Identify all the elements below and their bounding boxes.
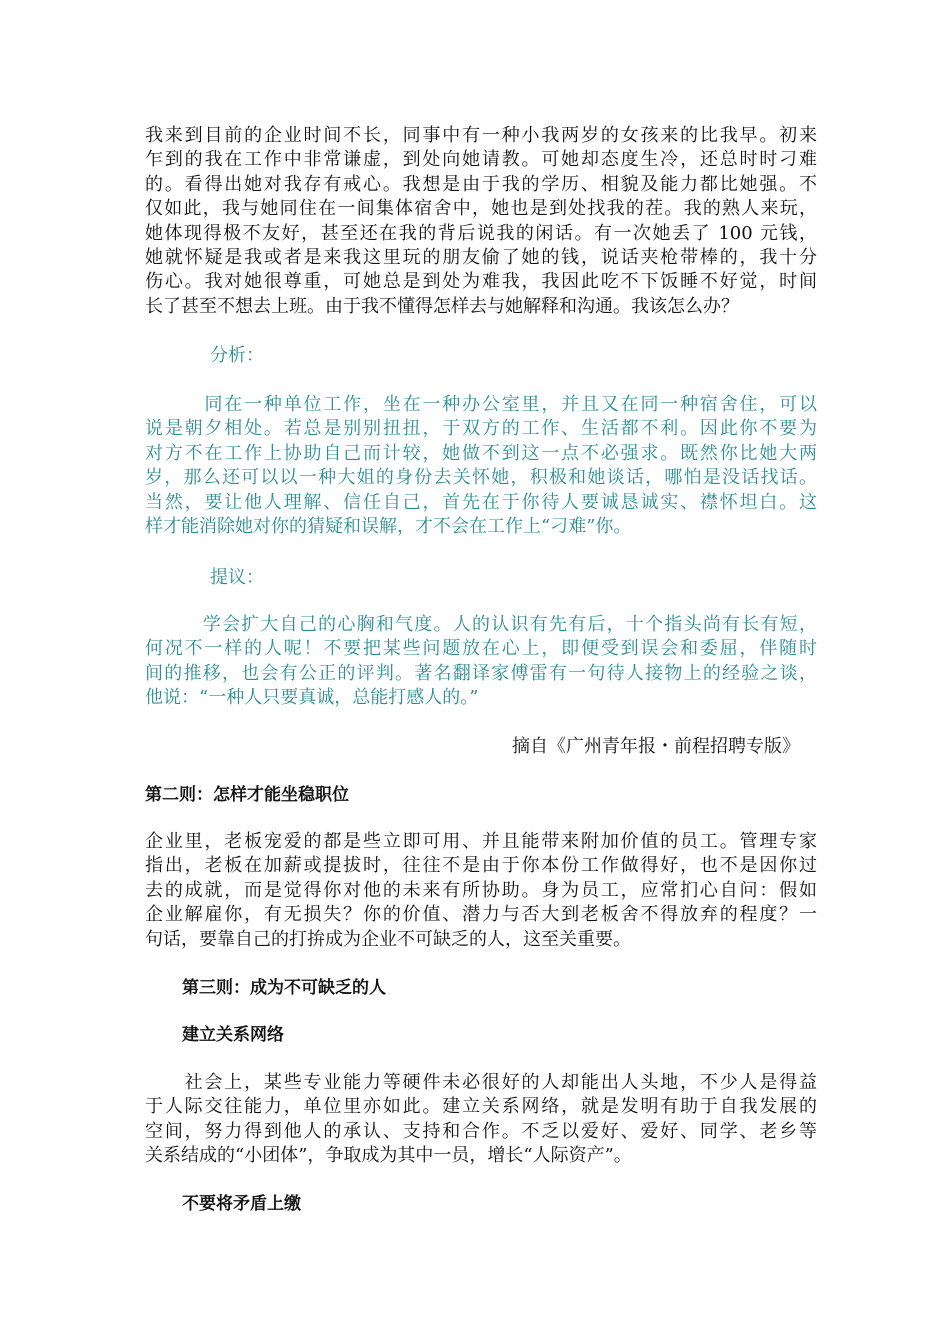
story-paragraph bbox=[145, 124, 817, 319]
section3-paragraph bbox=[145, 1071, 817, 1169]
story-line: 仅如此，我与她同住在一间集体宿舍中，她也是到处找我的茬。我的熟人来玩， bbox=[145, 198, 817, 220]
section3-line: 社会上，某些专业能力等硬件未必很好的人却能出人头地，不少人是得益 bbox=[145, 1072, 817, 1093]
suggestion-paragraph bbox=[145, 613, 817, 711]
analysis-line: 当然，要让他人理解、信任自己，首先在于你待人要诚恳诚实、襟怀坦白。这 bbox=[145, 491, 817, 513]
source-citation: 摘自《广州青年报・前程招聘专版》 bbox=[512, 736, 800, 757]
analysis-line: 说是朝夕相处。若总是别别扭扭，于双方的工作、生活都不利。因此你不要为 bbox=[145, 418, 817, 440]
section2-line: 句话，要靠自己的打拚成为企业不可缺乏的人，这至关重要。 bbox=[145, 928, 631, 950]
section3-line: 关系结成的“小团体”，争取成为其中一员，增长“人际资产”。 bbox=[145, 1145, 632, 1167]
story-line: 乍到的我在工作中非常谦虚，到处向她请教。可她却态度生冷，还总时时刁难 bbox=[145, 149, 817, 171]
subheading-network: 建立关系网络 bbox=[182, 1025, 284, 1045]
story-line: 她体现得极不友好，甚至还在我的背后说我的闲话。有一次她丢了 100 元钱， bbox=[145, 222, 817, 244]
story-line: 伤心。我对她很尊重，可她总是到处为难我，我因此吃不下饭睡不好觉，时间 bbox=[145, 271, 817, 293]
story-line: 我来到目前的企业时间不长，同事中有一种小我两岁的女孩来的比我早。初来 bbox=[145, 125, 817, 146]
suggestion-label: 提议： bbox=[210, 567, 264, 588]
section3-line: 空间，努力得到他人的承认、支持和合作。不乏以爱好、爱好、同学、老乡等 bbox=[145, 1120, 817, 1142]
analysis-paragraph bbox=[145, 393, 817, 539]
analysis-line: 同在一种单位工作，坐在一种办公室里，并且又在同一种宿舍住，可以 bbox=[145, 394, 817, 415]
story-line: 她就怀疑是我或者是来我这里玩的朋友偷了她的钱，说话夹枪带棒的，我十分 bbox=[145, 246, 817, 268]
section2-paragraph bbox=[145, 830, 817, 952]
story-line: 的。看得出她对我存有戒心。我想是由于我的学历、相貌及能力都比她强。不 bbox=[145, 173, 817, 195]
analysis-label: 分析： bbox=[210, 345, 264, 366]
section2-heading: 第二则：怎样才能坐稳职位 bbox=[145, 785, 349, 805]
suggestion-line: 学会扩大自己的心胸和气度。人的认识有先有后，十个指头尚有长有短， bbox=[145, 614, 817, 635]
story-line: 长了甚至不想去上班。由于我不懂得怎样去与她解释和沟通。我该怎么办？ bbox=[145, 295, 739, 317]
section2-line: 企业里，老板宠爱的都是些立即可用、并且能带来附加价值的员工。管理专家 bbox=[145, 831, 817, 852]
suggestion-line: 间的推移，也会有公正的评判。著名翻译家傅雷有一句待人接物上的经验之谈， bbox=[145, 662, 817, 684]
analysis-line: 样才能消除她对你的猜疑和误解，才不会在工作上“刁难”你。 bbox=[145, 515, 632, 537]
section2-line: 企业解雇你，有无损失？你的价值、潜力与否大到老板舍不得放弃的程度？一 bbox=[145, 904, 817, 926]
analysis-line: 对方不在工作上协助自己而计较，她做不到这一点不必强求。既然你比她大两 bbox=[145, 442, 817, 464]
suggestion-line: 他说：“一种人只要真诚，总能打感人的。” bbox=[145, 687, 479, 709]
analysis-line: 岁，那么还可以以一种大姐的身份去关怀她，积极和她谈话，哪怕是没话找话。 bbox=[145, 467, 817, 489]
section3-heading: 第三则：成为不可缺乏的人 bbox=[182, 978, 386, 998]
section3-line: 于人际交往能力，单位里亦如此。建立关系网络，就是发明有助于自我发展的 bbox=[145, 1096, 817, 1118]
section2-line: 去的成就，而是觉得你对他的未来有所协助。身为员工，应常扪心自问：假如 bbox=[145, 879, 817, 901]
suggestion-line: 何况不一样的人呢！不要把某些问题放在心上，即便受到误会和委屈，伴随时 bbox=[145, 638, 817, 660]
section2-line: 指出，老板在加薪或提拔时，往往不是由于你本份工作做得好，也不是因你过 bbox=[145, 855, 817, 877]
subheading-conflict: 不要将矛盾上缴 bbox=[182, 1194, 301, 1214]
